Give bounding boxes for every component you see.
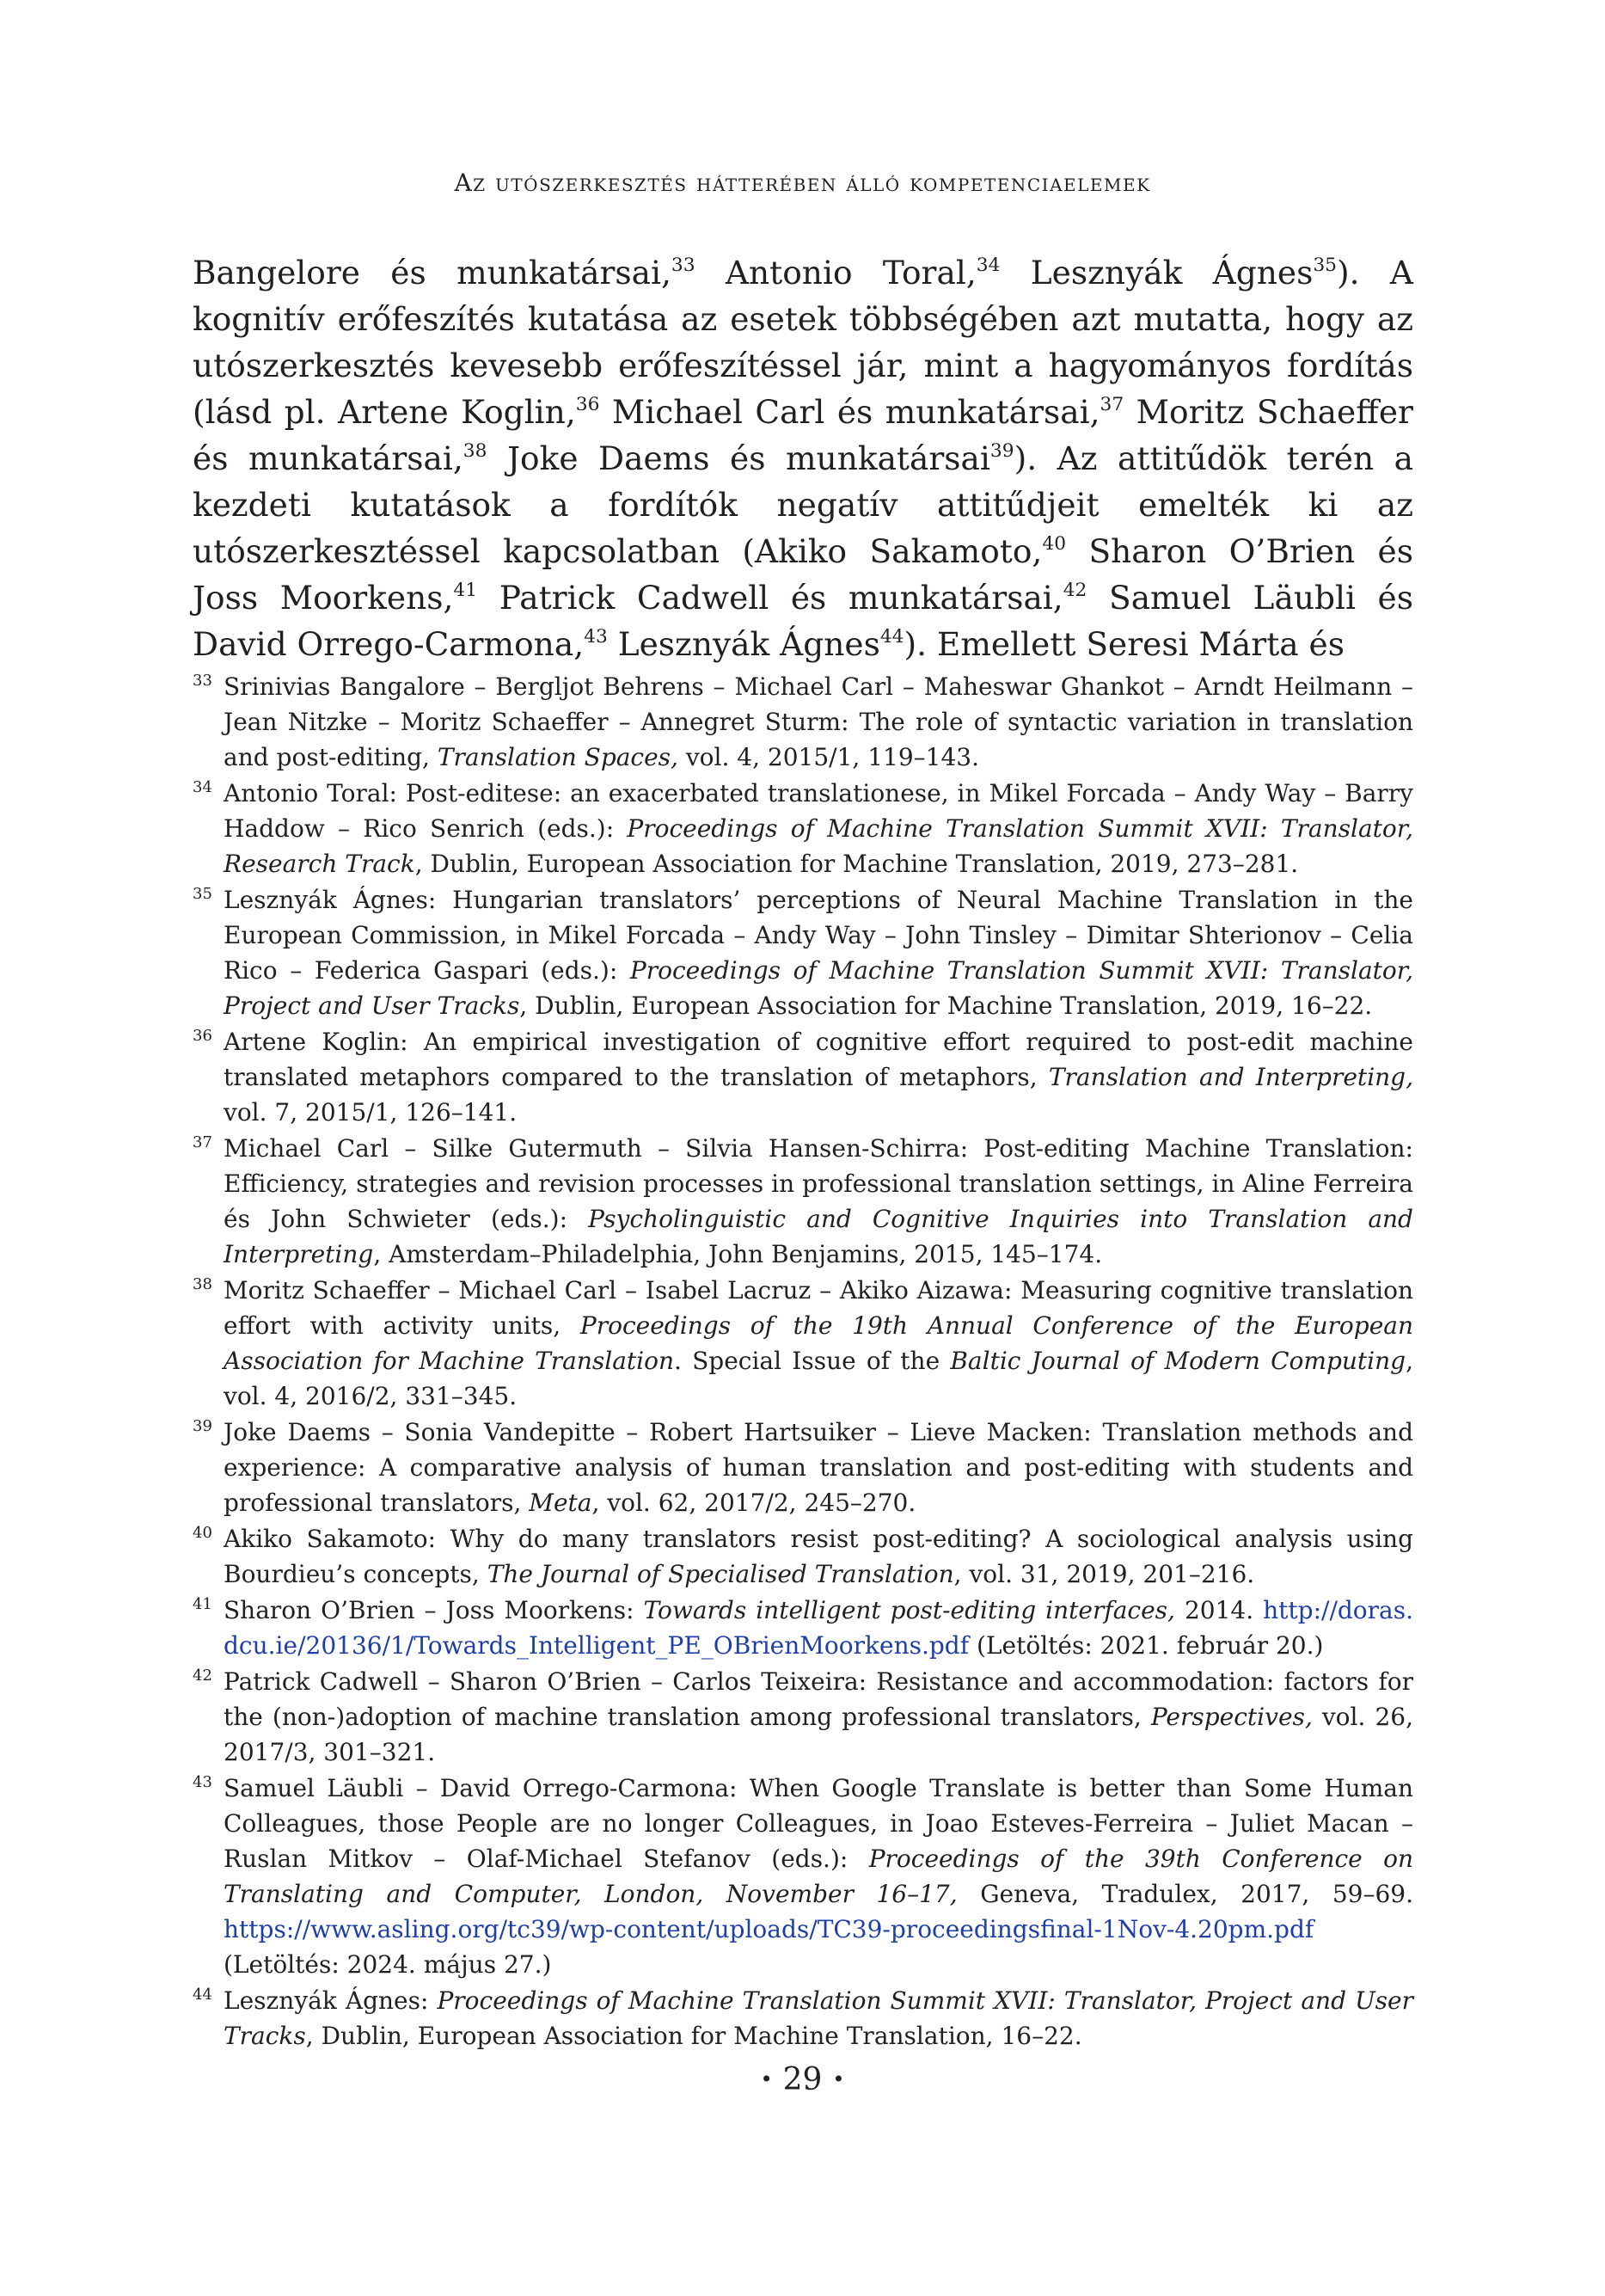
footnote-ref: 42 (1063, 579, 1087, 601)
text-run: ). A kognitív erőfeszítés kutatása az esetek többségében azt mutatta, hogy az utószerkesztés kevesebb erőfeszítéssel jár, mint a hagyományos fordítás (lásd pl. Artene Koglin, (193, 254, 1413, 431)
footnote-number: 34 (193, 778, 212, 796)
bullet-icon: • (832, 2067, 845, 2092)
italic-title: Proceedings of Machine Translation Summit XVII: Translator, Project and User Tracks (224, 956, 1413, 1020)
italic-title: Translation Spaces, (437, 743, 678, 771)
text-run: Joke Daems – Sonia Vandepitte – Robert Hartsuiker – Lieve Macken: Translation methods and experience: A comparative analysis of human translation and post-editing with students and professional translators, (224, 1418, 1413, 1517)
footnote-text (224, 1028, 1413, 1127)
italic-title: Proceedings of the 19th Annual Conference of the European Association for Machine Translation (224, 1311, 1414, 1375)
text-run: Michael Carl és munkatársai, (599, 393, 1100, 431)
footnote-ref: 43 (584, 625, 608, 648)
footnote-number: 38 (193, 1275, 212, 1293)
italic-title: Baltic Journal of Modern Computing (950, 1347, 1406, 1375)
italic-title: Meta (529, 1489, 592, 1517)
text-run: Patrick Cadwell – Sharon O’Brien – Carlos Teixeira: Resistance and accommodation: factors for the (non-)adoption of machine translation among professional translators, (224, 1667, 1413, 1731)
footnote-ref: 40 (1042, 532, 1067, 555)
text-run: Sharon O’Brien – Joss Moorkens: (224, 1596, 644, 1624)
footnote-ref: 41 (453, 579, 478, 601)
footnote-number: 36 (193, 1027, 212, 1045)
footnote-text (224, 886, 1413, 1020)
text-run: vol. 26, 2017/3, 301–321. (224, 1703, 1413, 1766)
footnote-text (224, 1525, 1413, 1588)
italic-title: Psycholinguistic and Cognitive Inquiries into Translation and Interpreting (224, 1205, 1413, 1268)
footnote-40 (193, 1521, 1413, 1592)
text-run: , Amsterdam–Philadelphia, John Benjamins, 2015, 145–174. (373, 1240, 1103, 1268)
text-run: Geneva, Tradulex, 2017, 59–69. (957, 1880, 1413, 1908)
text-run: Lesznyák Ágnes: Hungarian translators’ perceptions of Neural Machine Translation in the European Commission, in Mikel Forcada – Andy Way – John Tinsley – Dimitar Shterionov – Celia Rico – Federica Gaspari (eds.): (224, 886, 1413, 985)
footnote-34 (193, 776, 1413, 881)
footnote-number: 44 (193, 1986, 212, 2004)
footnote-ref: 44 (879, 625, 904, 648)
text-run: Srinivias Bangalore – Bergljot Behrens – Michael Carl – Maheswar Ghankot – Arndt Heilmann – Jean Nitzke – Moritz Schaeffer – Annegret Sturm: The role of syntactic variation in translation and post-editing, (224, 672, 1413, 771)
text-run: Patrick Cadwell és munkatársai, (477, 579, 1063, 617)
running-head: Az utószerkesztés hátterében álló kompetenciaelemek (454, 169, 1151, 197)
text-run: Joke Daems és munkatársai (487, 439, 990, 477)
italic-title: The Journal of Specialised Translation (487, 1560, 954, 1588)
text-run: ). Az attitűdök terén a kezdeti kutatások a fordítók negatív attitűdjeit emelték ki az utószerkesztéssel kapcsolatban (Akiko Sakamoto, (193, 439, 1413, 570)
text-run: Antonio Toral, (695, 254, 977, 292)
italic-title: Translation and Interpreting, (1048, 1063, 1414, 1091)
page-number: 29 (782, 2062, 823, 2097)
footnote-ref: 38 (463, 439, 487, 462)
footnote-43 (193, 1771, 1413, 1982)
italic-title: Proceedings of Machine Translation Summit XVII: Translator, Project and User Tracks (224, 1986, 1413, 2050)
footnote-text (224, 1986, 1413, 2050)
reference-link[interactable]: http://doras.​dcu.ie/20136/1/Towards_Intelligent_PE_OBrienMoorkens.pdf (224, 1596, 1413, 1660)
text-run: Antonio Toral: Post-editese: an exacerbated translationese, in Mikel Forcada – Andy Way – Barry Haddow – Rico Senrich (eds.): (224, 779, 1413, 843)
italic-title: Towards intelligent post-editing interfaces, (643, 1596, 1175, 1624)
text-run: Samuel Läubli és David Orrego-Carmona, (193, 579, 1413, 663)
text-run: vol. 7, 2015/1, 126–141. (224, 1098, 518, 1127)
footnote-text (224, 1134, 1413, 1268)
footnote-42 (193, 1664, 1413, 1770)
text-run: Akiko Sakamoto: Why do many translators resist post-editing? A sociological analysis using Bourdieu’s concepts, (224, 1525, 1413, 1588)
footnote-text (224, 672, 1413, 771)
text-run: , vol. 62, 2017/2, 245–270. (591, 1489, 916, 1517)
footnote-ref: 35 (1313, 254, 1338, 276)
footnote-39 (193, 1415, 1413, 1520)
text-run: Sharon O’Brien és Joss Moorkens, (193, 532, 1413, 617)
text-run: vol. 4, 2015/1, 119–143. (677, 743, 979, 771)
footnote-number: 41 (193, 1595, 212, 1613)
footnote-ref: 34 (976, 254, 1001, 276)
text-run: Moritz Schaeffer – Michael Carl – Isabel Lacruz – Akiko Aizawa: Measuring cognitive translation effort with activity units, (224, 1276, 1413, 1340)
footnote-number: 42 (193, 1667, 212, 1685)
text-run: (Letöltés: 2021. február 20.) (969, 1631, 1324, 1660)
text-run: Bangelore és munkatársai, (193, 254, 671, 292)
footnote-33 (193, 669, 1413, 775)
footnote-number: 40 (193, 1524, 212, 1542)
text-run: , Dublin, European Association for Machine Translation, 2019, 16–22. (519, 991, 1373, 1020)
text-run: Michael Carl – Silke Gutermuth – Silvia Hansen-Schirra: Post-editing Machine Translation: Efficiency, strategies and revision processes in professional translation settings, in Aline Ferreira és John Schwieter (eds.): (224, 1134, 1413, 1233)
italic-title: Perspectives, (1150, 1703, 1313, 1731)
footnote-38 (193, 1273, 1413, 1414)
reference-link[interactable]: https://www.asling.​org/tc39/wp-content/uploads/TC39-proceedingsfinal-1Nov-4.20pm.pdf (224, 1915, 1314, 1943)
footnote-41 (193, 1593, 1413, 1663)
footnote-text (224, 1774, 1413, 1979)
text-run: , vol. 4, 2016/2, 331–345. (224, 1347, 1413, 1410)
footnote-text (224, 1596, 1413, 1660)
footnote-text (224, 1418, 1413, 1517)
footnote-ref: 36 (575, 393, 600, 415)
footnote-number: 43 (193, 1773, 212, 1791)
text-run: , Dublin, European Association for Machine Translation, 2019, 273–281. (414, 850, 1299, 878)
footnote-37 (193, 1131, 1413, 1272)
footnote-35 (193, 882, 1413, 1023)
text-run: ). Emellett Seresi Márta és (904, 625, 1345, 663)
text-run: Lesznyák Ágnes (1000, 254, 1314, 292)
footnote-ref: 37 (1100, 393, 1124, 415)
italic-title: Proceedings of the 39th Conference on Translating and Computer, London, November 16–17, (224, 1845, 1413, 1908)
footnote-ref: 33 (671, 254, 695, 276)
text-run: , Dublin, European Association for Machine Translation, 16–22. (305, 2022, 1082, 2050)
body-paragraph (193, 249, 1413, 667)
bullet-icon: • (760, 2067, 773, 2092)
text-run: Artene Koglin: An empirical investigation of cognitive effort required to post-edit machine translated metaphors compared to the translation of metaphors, (224, 1028, 1413, 1091)
footnote-number: 39 (193, 1417, 212, 1435)
text-run: Moritz Schaeffer és munkatársai, (193, 393, 1413, 477)
footnote-44 (193, 1983, 1413, 2054)
text-run: Samuel Läubli – David Orrego-Carmona: When Google Translate is better than Some Human Colleagues, those People are no longer Colleagues, in Joao Esteves-Ferreira – Juliet Macan – Ruslan Mitkov – Olaf-Michael Stefanov (eds.): (224, 1774, 1413, 1873)
footnotes-list (193, 669, 1413, 2054)
footnote-number: 35 (193, 885, 212, 903)
text-run: 2014. (1174, 1596, 1264, 1624)
italic-title: Proceedings of Machine Translation Summit XVII: Translator, Research Track (224, 814, 1413, 878)
page-folio (0, 2062, 1605, 2097)
text-run: , vol. 31, 2019, 201–216. (953, 1560, 1255, 1588)
footnote-ref: 39 (989, 439, 1014, 462)
footnote-number: 37 (193, 1133, 212, 1151)
footnote-36 (193, 1024, 1413, 1130)
footnote-number: 33 (193, 672, 212, 690)
footnote-text (224, 1276, 1413, 1410)
footnote-text (224, 779, 1413, 878)
footnote-text (224, 1667, 1413, 1766)
text-run: Lesznyák Ágnes: (224, 1986, 438, 2015)
text-run: Lesznyák Ágnes (607, 625, 880, 663)
text-run: (Letöltés: 2024. május 27.) (224, 1950, 552, 1979)
text-run: . Special Issue of the (674, 1347, 951, 1375)
